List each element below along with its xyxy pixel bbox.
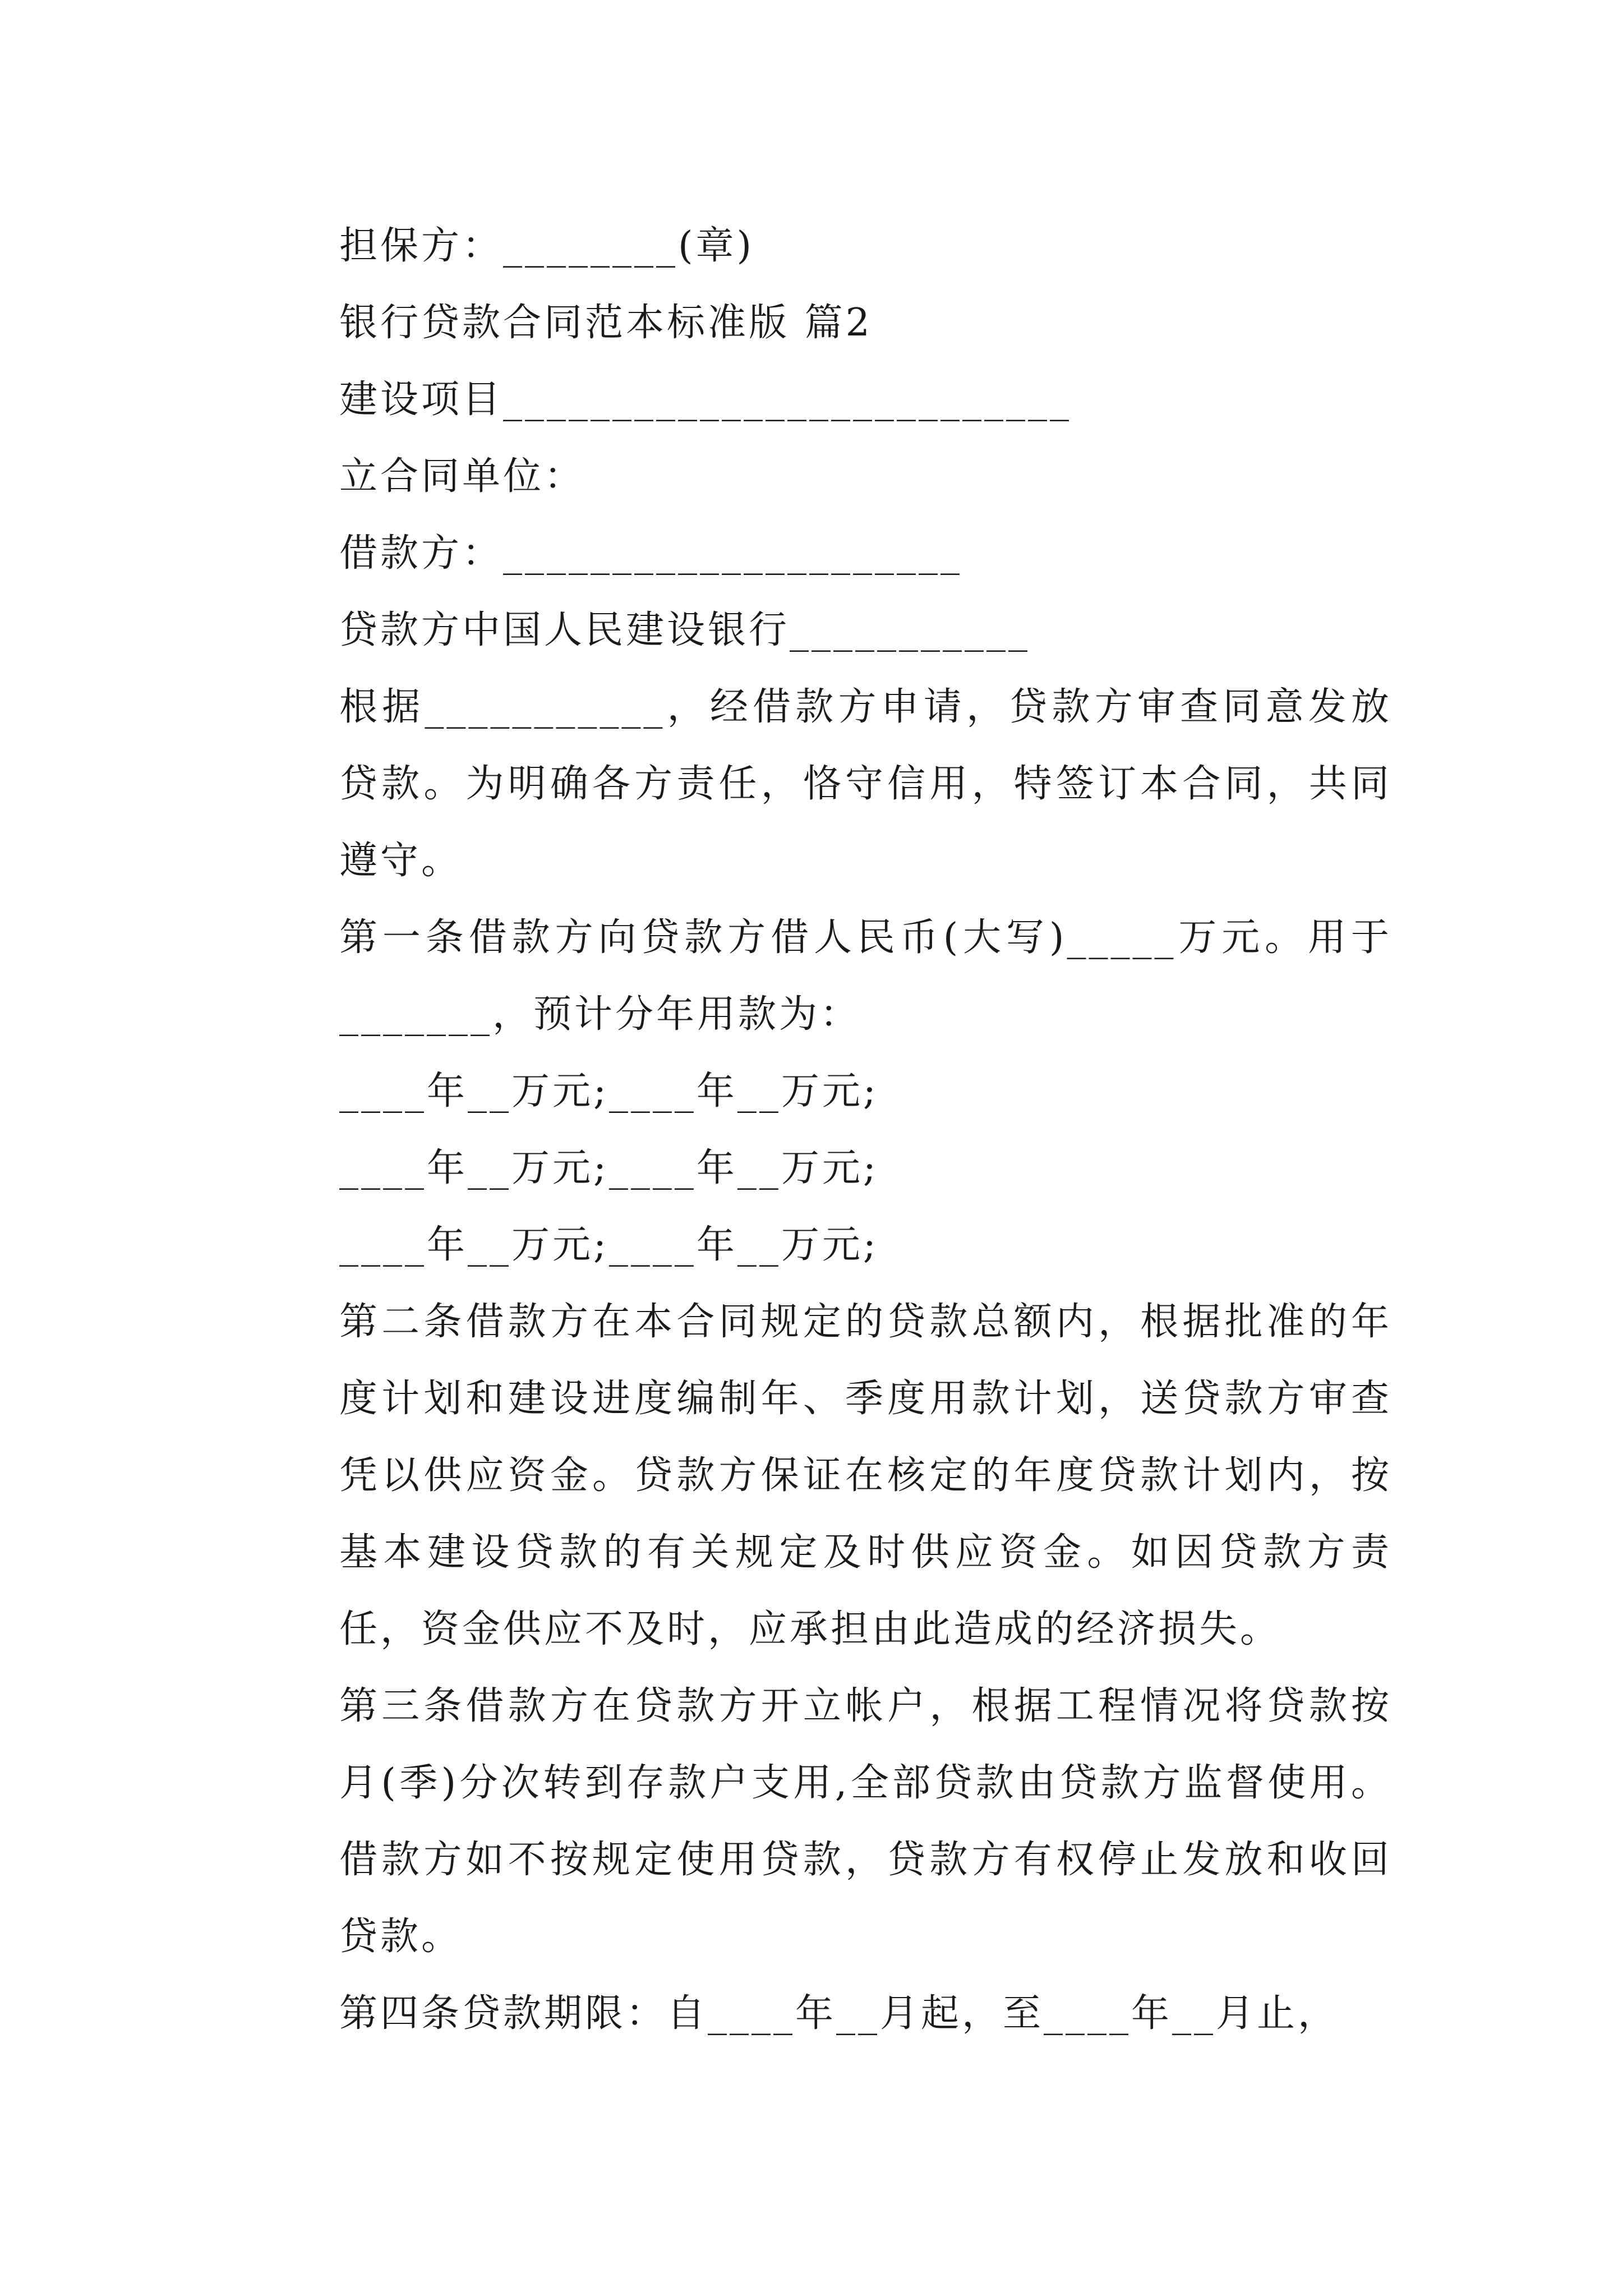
article-2: 第二条借款方在本合同规定的贷款总额内，根据批准的年度计划和建设进度编制年、季度用款计划，送贷款方审查凭以供应资金。贷款方保证在核定的年度贷款计划内，按基本建设贷款的有关规定及时供应资金。如因贷款方责任，资金供应不及时，应承担由此造成的经济损失。	[339, 1300, 1392, 1651]
contract-parties-label: 立合同单位：	[339, 454, 585, 499]
article-3: 第三条借款方在贷款方开立帐户，根据工程情况将贷款按月(季)分次转到存款户支用,全部贷款由贷款方监督使用。借款方如不按规定使用贷款，贷款方有权停止发放和收回贷款。	[339, 1684, 1392, 1959]
schedule-row-3: ____年__万元;____年__万元;	[339, 1223, 879, 1267]
article-4: 第四条贷款期限：自____年__月起，至____年__月止，	[339, 1991, 1339, 2036]
guarantor-line: 担保方：________(章)	[339, 224, 755, 268]
document-body	[253, 208, 1392, 2052]
article-1: 第一条借款方向贷款方借人民币(大写)_____万元。用于_______，预计分年用款为：	[339, 915, 1392, 1037]
project-line: 建设项目__________________________	[339, 378, 1072, 422]
preamble-paragraph: 根据___________，经借款方申请，贷款方审查同意发放贷款。为明确各方责任，恪守信用，特签订本合同，共同遵守。	[339, 685, 1392, 883]
schedule-row-2: ____年__万元;____年__万元;	[339, 1146, 879, 1190]
lender-line: 贷款方中国人民建设银行___________	[339, 608, 1031, 652]
borrower-line: 借款方：_____________________	[339, 531, 963, 576]
schedule-row-1: ____年__万元;____年__万元;	[339, 1069, 879, 1114]
document-title: 银行贷款合同范本标准版 篇2	[339, 301, 873, 345]
